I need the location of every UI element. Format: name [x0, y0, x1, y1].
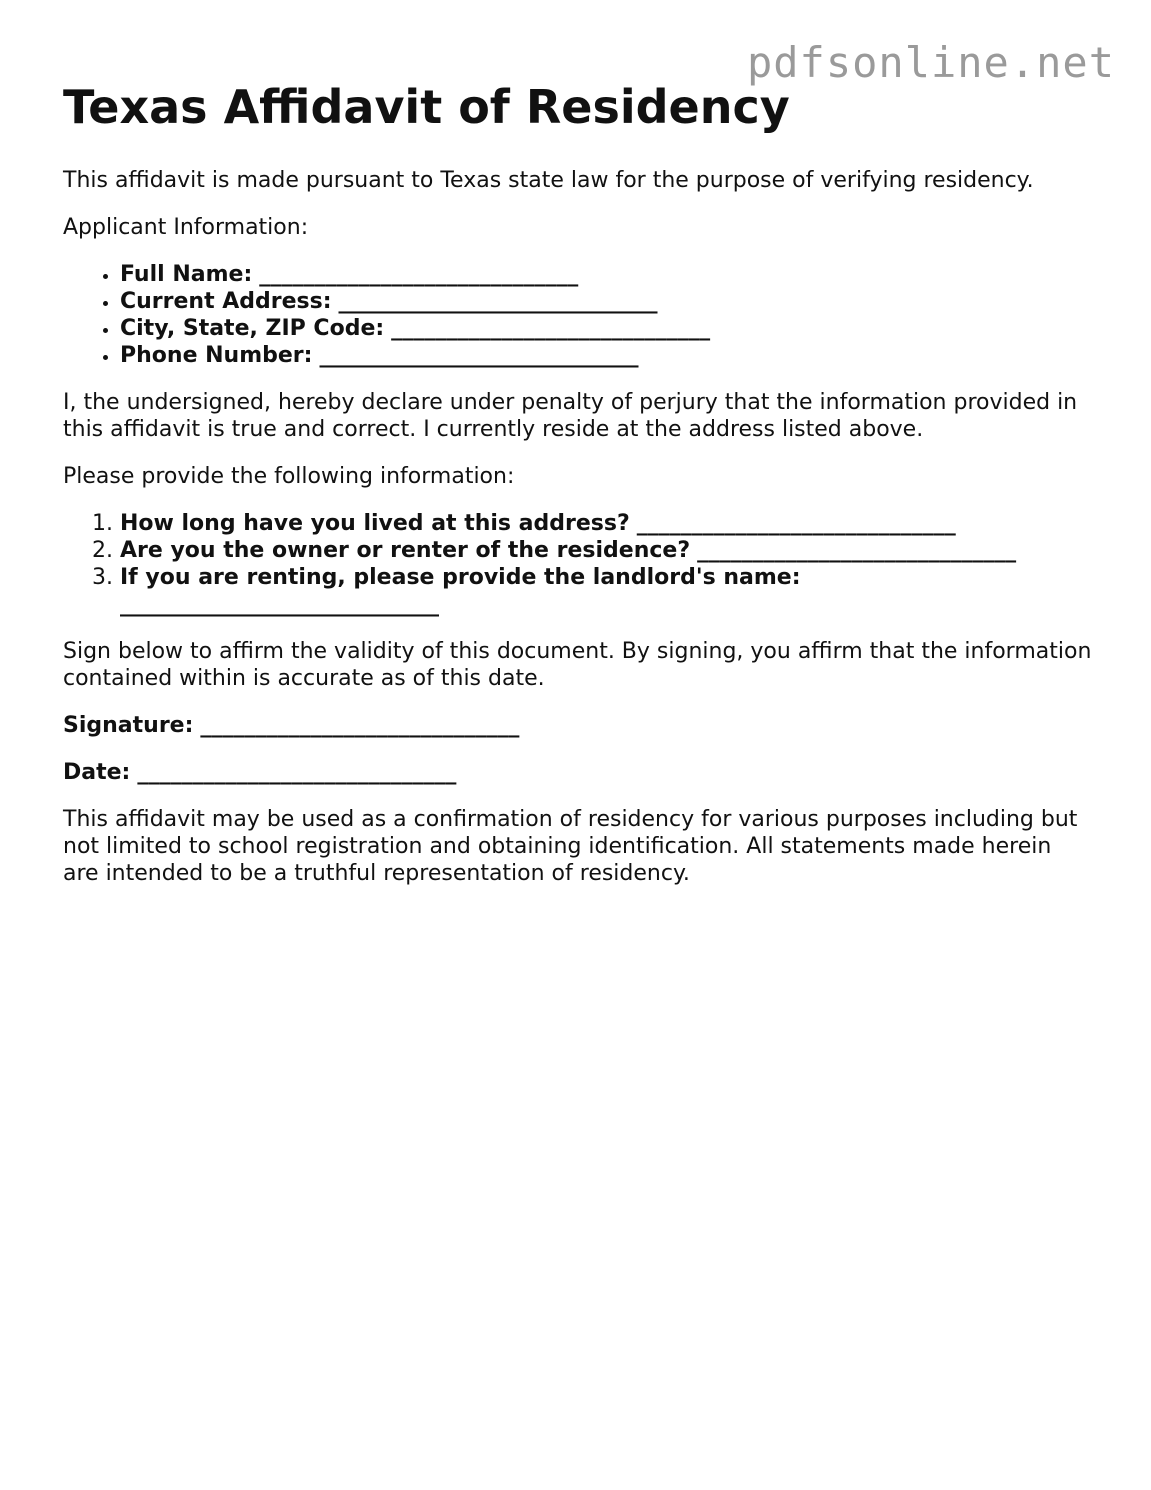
question-label: If you are renting, please provide the landlord's name:	[120, 565, 801, 591]
sign-instruction-paragraph: Sign below to affirm the validity of this document. By signing, you affirm that the information contained within is accurate as of this date.	[63, 639, 1092, 692]
field-label: City, State, ZIP Code:	[120, 316, 385, 342]
intro-paragraph: This affidavit is made pursuant to Texas state law for the purpose of verifying residency.	[63, 168, 1034, 194]
blank-line[interactable]: _____________________________	[338, 289, 658, 315]
document-page	[63, 80, 1093, 907]
blank-line[interactable]: _____________________________	[120, 592, 439, 618]
signature-blank[interactable]: _____________________________	[200, 713, 520, 739]
field-label: Full Name:	[120, 262, 253, 288]
blank-line[interactable]: _____________________________	[697, 538, 1017, 564]
page-title: Texas Affidavit of Residency	[63, 80, 790, 134]
date-label: Date:	[63, 760, 131, 786]
signature-label: Signature:	[63, 713, 194, 739]
field-label: Phone Number:	[120, 343, 313, 369]
question-label: How long have you lived at this address?	[120, 511, 630, 537]
field-label: Current Address:	[120, 289, 332, 315]
declaration-paragraph: I, the undersigned, hereby declare under penalty of perjury that the information provided in this affidavit is true and correct. I currently reside at the address listed above.	[63, 390, 1078, 443]
signature-line	[63, 712, 1093, 739]
field-phone-number	[120, 342, 1093, 369]
questions-list	[63, 510, 1093, 618]
question-duration	[120, 510, 1093, 537]
blank-line[interactable]: _____________________________	[259, 262, 579, 288]
question-landlord-name	[120, 564, 1093, 618]
watermark: pdfsonline.net	[746, 38, 1115, 87]
blank-line[interactable]: _____________________________	[391, 316, 711, 342]
field-full-name	[120, 261, 1093, 288]
blank-line[interactable]: _____________________________	[636, 511, 956, 537]
date-blank[interactable]: _____________________________	[137, 760, 457, 786]
provide-heading: Please provide the following information:	[63, 464, 515, 490]
field-city-state-zip	[120, 315, 1093, 342]
question-owner-renter	[120, 537, 1093, 564]
date-line	[63, 759, 1093, 786]
closing-paragraph: This affidavit may be used as a confirmation of residency for various purposes including but not limited to school registration and obtaining identification. All statements made herein are intended to be a truthful representation of residency.	[63, 807, 1078, 887]
blank-line[interactable]: _____________________________	[319, 343, 639, 369]
applicant-fields-list	[63, 261, 1093, 369]
question-label: Are you the owner or renter of the residence?	[120, 538, 691, 564]
applicant-heading: Applicant Information:	[63, 215, 309, 241]
field-current-address	[120, 288, 1093, 315]
